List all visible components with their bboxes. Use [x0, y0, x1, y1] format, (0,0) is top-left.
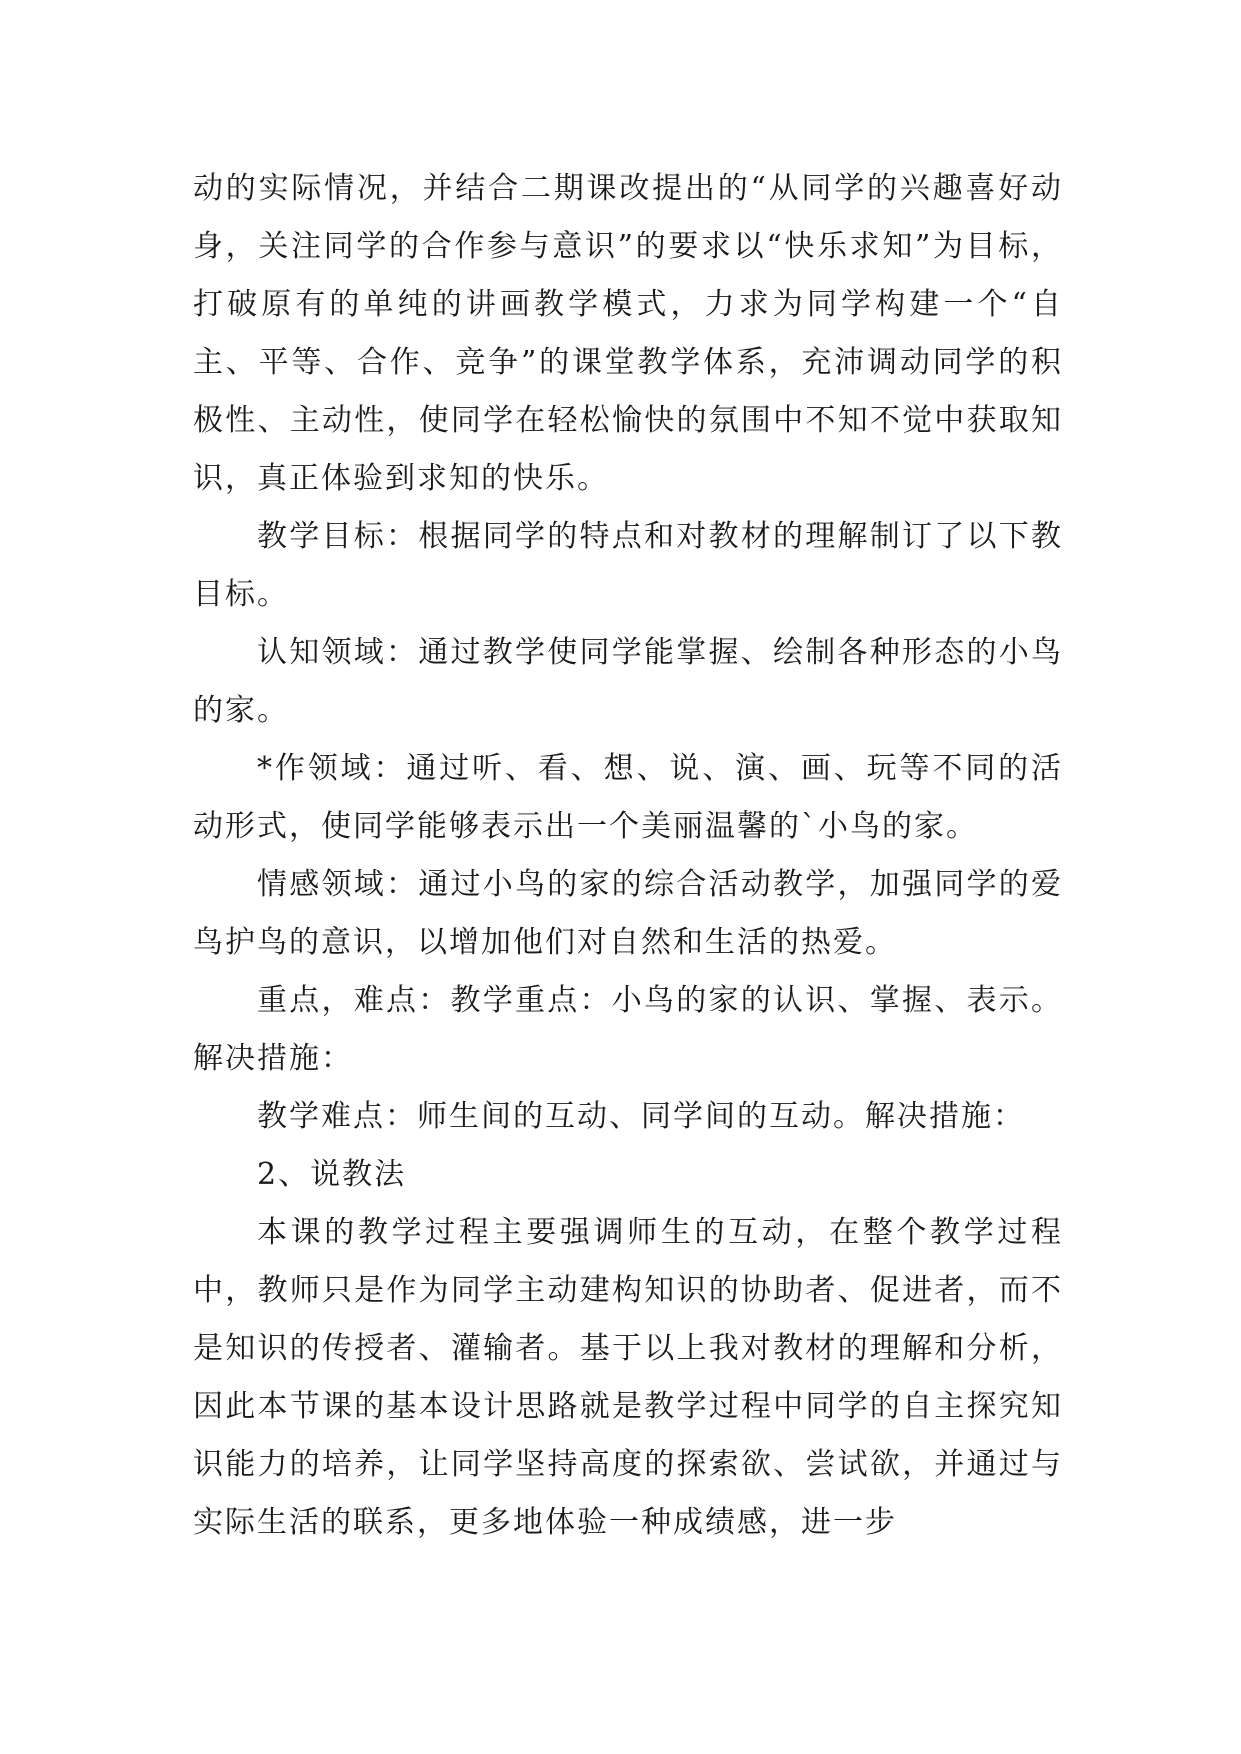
- paragraph-operation-domain: *作领域：通过听、看、想、说、演、画、玩等不同的活动形式，使同学能够表示出一个美丽温馨的`小鸟的家。: [193, 751, 1063, 844]
- paragraph-cognitive-domain: 认知领域：通过教学使同学能掌握、绘制各种形态的小鸟的家。: [193, 635, 1063, 728]
- paragraph-continued-intro: 动的实际情况，并结合二期课改提出的“从同学的兴趣喜好动身，关注同学的合作参与意识”的要求以“快乐求知”为目标，打破原有的单纯的讲画教学模式，力求为同学构建一个“自主、平等、合作、竞争”的课堂教学体系，充沛调动同学的积极性、主动性，使同学在轻松愉快的氛围中不知不觉中获取知识，真正体验到求知的快乐。: [193, 171, 1063, 496]
- paragraph-difficulties: 教学难点：师生间的互动、同学间的互动。解决措施：: [257, 1099, 1025, 1134]
- paragraph-key-points: 重点，难点：教学重点：小鸟的家的认识、掌握、表示。解决措施：: [193, 983, 1063, 1076]
- section-heading-teaching-method: 2、说教法: [257, 1157, 407, 1192]
- paragraph-emotion-domain: 情感领域：通过小鸟的家的综合活动教学，加强同学的爱鸟护鸟的意识，以增加他们对自然和生活的热爱。: [193, 867, 1063, 960]
- paragraph-teaching-goals: 教学目标：根据同学的特点和对教材的理解制订了以下教目标。: [193, 519, 1063, 612]
- document-body: [193, 160, 1063, 1552]
- paragraph-teaching-process: 本课的教学过程主要强调师生的互动，在整个教学过程中，教师只是作为同学主动建构知识的协助者、促进者，而不是知识的传授者、灌输者。基于以上我对教材的理解和分析，因此本节课的基本设计思路就是教学过程中同学的自主探究知识能力的培养，让同学坚持高度的探索欲、尝试欲，并通过与实际生活的联系，更多地体验一种成绩感，进一步: [193, 1215, 1063, 1540]
